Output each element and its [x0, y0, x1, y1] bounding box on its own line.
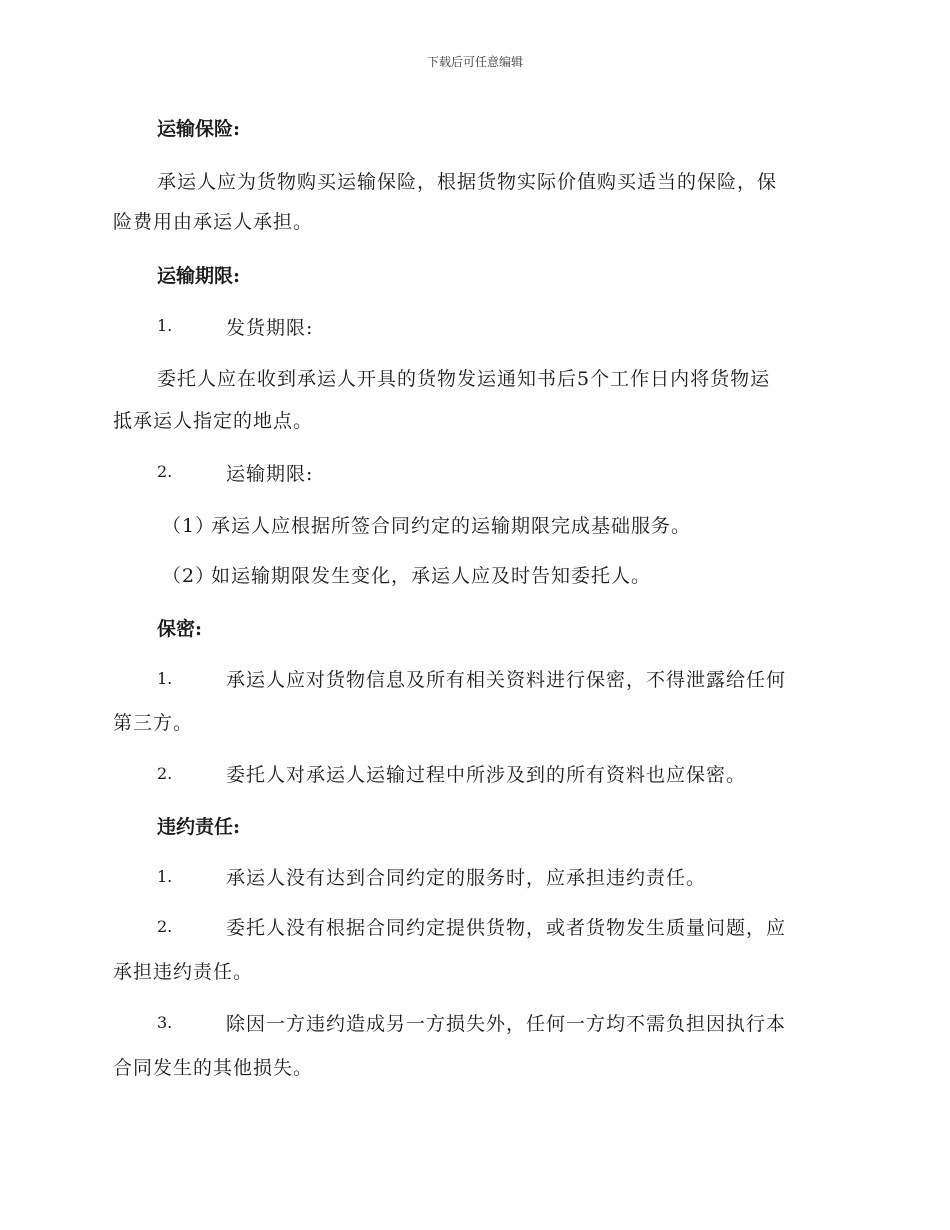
confidentiality-item2-text: 委托人对承运人运输过程中所涉及到的所有资料也应保密。 [226, 764, 747, 786]
confidentiality-item2-number: 2. [157, 764, 173, 783]
section-heading-confidentiality: 保密: [157, 618, 203, 640]
section-heading-period: 运输期限: [157, 265, 241, 287]
period-sub-item2 [162, 561, 651, 588]
liability-item2-text: 委托人没有根据合同约定提供货物，或者货物发生质量问题，应 [226, 917, 787, 939]
period-paragraph-line1: 委托人应在收到承运人开具的货物发运通知书后5个工作日内将货物运 [157, 368, 771, 390]
period-item1-text: 发货期限: [226, 317, 314, 339]
insurance-paragraph-line2: 险费用由承运人承担。 [113, 211, 314, 233]
confidentiality-item1-continuation: 第三方。 [113, 712, 194, 734]
insurance-paragraph-line1: 承运人应为货物购买运输保险，根据货物实际价值购买适当的保险，保 [157, 171, 778, 193]
confidentiality-item1-text: 承运人应对货物信息及所有相关资料进行保密，不得泄露给任何 [226, 669, 787, 691]
period-item2-number: 2. [157, 462, 173, 481]
confidentiality-item1-number: 1. [157, 669, 173, 688]
liability-item1-number: 1. [157, 867, 173, 886]
sub-item1-text: 承运人应根据所签合同约定的运输期限完成基础服务。 [211, 515, 692, 537]
liability-item1-text: 承运人没有达到合同约定的服务时，应承担违约责任。 [226, 867, 707, 889]
liability-item2-continuation: 承担违约责任。 [113, 961, 254, 983]
section-heading-insurance: 运输保险: [157, 118, 241, 140]
sub-item1-label: （1） [162, 515, 216, 537]
page-header: 下载后可任意编辑 [426, 55, 523, 69]
liability-item3-continuation: 合同发生的其他损失。 [113, 1057, 314, 1079]
liability-item3-number: 3. [157, 1013, 173, 1032]
liability-item3-text: 除因一方违约造成另一方损失外，任何一方均不需负担因执行本 [226, 1013, 787, 1035]
sub-item2-label: （2） [162, 565, 216, 587]
sub-item2-text: 如运输期限发生变化，承运人应及时告知委托人。 [211, 565, 652, 587]
period-paragraph-line2: 抵承运人指定的地点。 [113, 410, 314, 432]
period-item1-number: 1. [157, 316, 173, 335]
period-item2-text: 运输期限: [226, 463, 314, 485]
period-sub-item1 [162, 511, 691, 538]
liability-item2-number: 2. [157, 917, 173, 936]
section-heading-liability: 违约责任: [157, 816, 241, 838]
